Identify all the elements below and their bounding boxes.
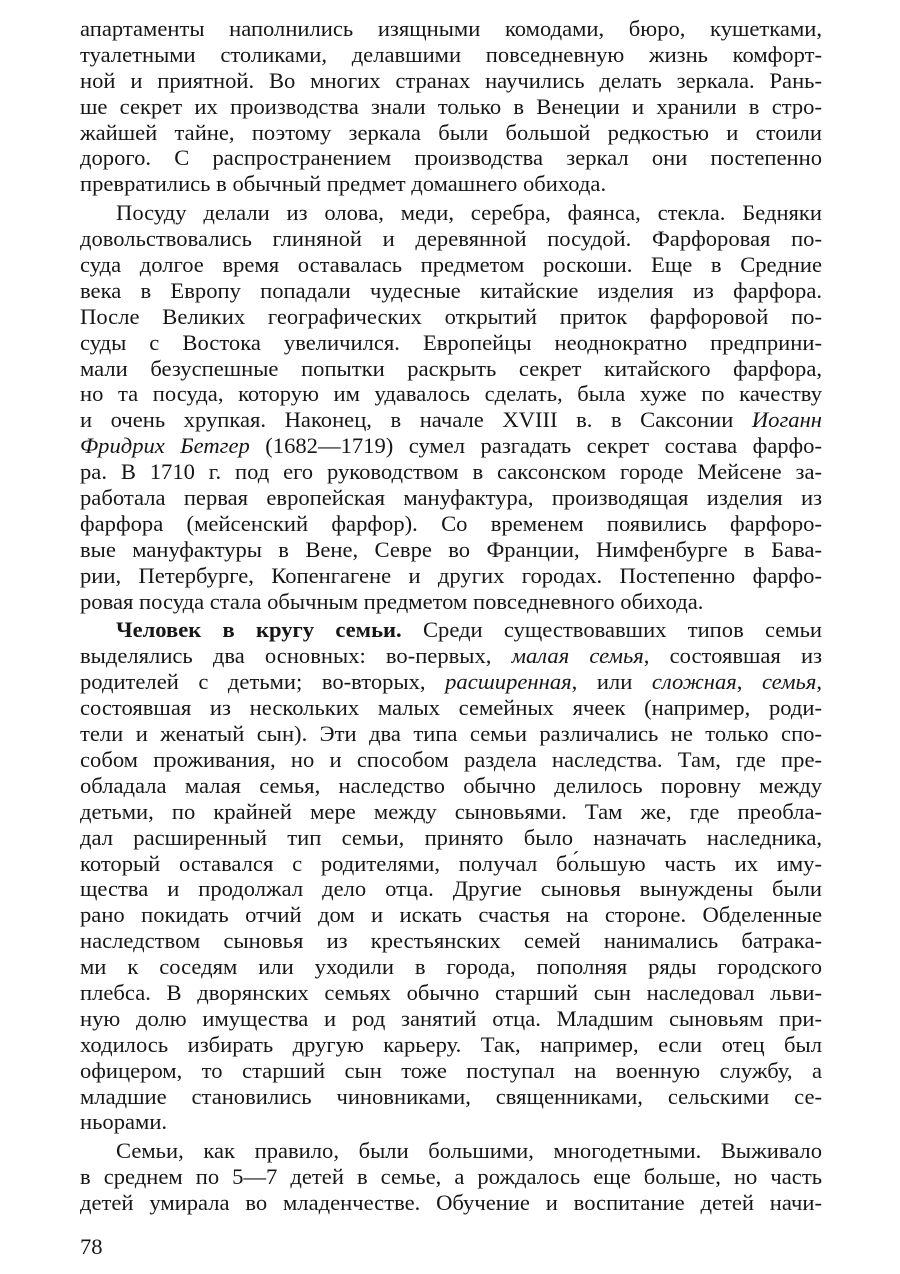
text-line: мали безуспешные попытки раскрыть секрет китайского фарфора, [80, 355, 822, 381]
text-line: века в Европу попадали чудесные китайские изделия из фарфора. [80, 277, 822, 303]
text-line [80, 433, 822, 459]
text-line: ми к соседям или уходили в города, пополняя ряды городского [80, 954, 822, 980]
text-line: дал расширенный тип семьи, принято было назначать наследника, [80, 824, 822, 850]
text-line: ную долю имущества и род занятий отца. Младшим сыновьям при- [80, 1005, 822, 1031]
text-segment: , состоявшая из [643, 643, 822, 669]
text-line: фарфора (мейсенский фарфор). Со временем появились фарфоро- [80, 510, 822, 536]
text-segment: Среди существовавших типов семьи [401, 617, 823, 643]
text-line: апартаменты наполнились изящными комодами, бюро, кушетками, [80, 16, 822, 41]
text-line: суда долгое время оставалась предметом роскоши. Еще в Средние [80, 252, 822, 278]
text-line: детей умирала во младенчестве. Обучение и воспитание детей начи- [80, 1190, 822, 1216]
text-line: наследством сыновья из крестьянских семей нанимались батрака- [80, 928, 822, 954]
text-line [80, 669, 822, 695]
text-segment: выделялись два основных: во-первых, [80, 643, 512, 669]
text-line: После Великих географических открытий приток фарфоровой по- [80, 303, 822, 329]
term: расширенная [445, 669, 572, 695]
text-line: вые мануфактуры в Вене, Севре во Франции, Нимфенбурге в Бава- [80, 536, 822, 562]
paragraph-tableware-porcelain [80, 200, 822, 614]
text-line: жайшей тайне, поэтому зеркала были большой редкостью и стоили [80, 119, 822, 145]
text-line: дорого. С распространением производства зеркал они постепенно [80, 145, 822, 171]
text-line: ше секрет их производства знали только в Венеции и хранили в стро- [80, 93, 822, 119]
text-line: собом проживания, но и способом раздела наследства. Там, где пре- [80, 746, 822, 772]
text-line: ной и приятной. Во многих странах научились делать зеркала. Рань- [80, 67, 822, 93]
text-line: ра. В 1710 г. под его руководством в саксонском городе Мейсене за- [80, 459, 822, 485]
text-line [80, 407, 822, 433]
text-line [80, 643, 822, 669]
text-line: Посуду делали из олова, меди, серебра, фаянса, стекла. Бедняки [116, 200, 822, 226]
text-line: состоявшая из нескольких малых семейных ячеек (например, роди- [80, 695, 822, 721]
text-line: но та посуда, которую им удавалось сделать, была хуже по качеству [80, 381, 822, 407]
paragraph-large-families [80, 1138, 822, 1216]
text-line: детьми, по крайней мере между сыновьями. Там же, где преобла- [80, 798, 822, 824]
text-line: довольствовались глиняной и деревянной посудой. Фарфоровая по- [80, 226, 822, 252]
text-line: офицером, то старший сын тоже поступал на военную службу, а [80, 1057, 822, 1083]
text-line: тели и женатый сын). Эти два типа семьи различались не только спо- [80, 721, 822, 747]
text-line: превратились в обычный предмет домашнего обихода. [80, 171, 607, 197]
text-line: ровая посуда стала обычным предметом повседневного обихода. [80, 588, 704, 614]
text-line: ньорами. [80, 1109, 168, 1135]
person-name: Фридрих Бетгер [80, 433, 250, 459]
text-line: младшие становились чиновниками, священниками, сельскими се- [80, 1083, 822, 1109]
text-line: щества и продолжал дело отца. Другие сыновья вынуждены были [80, 876, 822, 902]
text-segment: родителей с детьми; во-вторых, [80, 669, 446, 695]
text-line: туалетными столиками, делавшими повседневную жизнь комфорт- [80, 41, 822, 67]
person-name: Иоганн [751, 407, 822, 433]
text-segment: , или [571, 669, 652, 695]
section-heading: Человек в кругу семьи. [116, 617, 402, 643]
text-line: в среднем по 5—7 детей в семье, а рождалось еще больше, но часть [80, 1164, 822, 1190]
text-line: плебса. В дворянских семьях обычно старший сын наследовал льви- [80, 979, 822, 1005]
text-line [80, 617, 822, 643]
text-segment: и очень хрупкая. Наконец, в начале XVIII в. в Саксонии [80, 407, 752, 433]
text-line: Семьи, как правило, были большими, многодетными. Выживало [116, 1138, 822, 1164]
text-line: рано покидать отчий дом и искать счастья на стороне. Обделенные [80, 902, 822, 928]
text-segment: , [816, 669, 822, 695]
text-line: работала первая европейская мануфактура, производящая изделия из [80, 485, 822, 511]
term: сложная [651, 669, 737, 695]
text-segment: , [736, 669, 762, 695]
text-segment: (1682—1719) сумел разгадать секрет состава фарфо- [265, 433, 822, 459]
text-line: ходилось избирать другую карьеру. Так, например, если отец был [80, 1031, 822, 1057]
text-line: рии, Петербурге, Копенгагене и других городах. Постепенно фарфо- [80, 562, 822, 588]
paragraph-family [80, 617, 822, 1135]
term: семья [761, 669, 817, 695]
page-number: 78 [80, 1234, 103, 1259]
text-line: который оставался с родителями, получал бо́льшую часть их иму- [80, 850, 822, 876]
paragraph-furniture-mirrors [80, 16, 822, 197]
text-line: суды с Востока увеличился. Европейцы неоднократно предприни- [80, 329, 822, 355]
term: малая семья [511, 643, 644, 669]
book-page [80, 16, 822, 1216]
text-line: обладала малая семья, наследство обычно делилось поровну между [80, 772, 822, 798]
